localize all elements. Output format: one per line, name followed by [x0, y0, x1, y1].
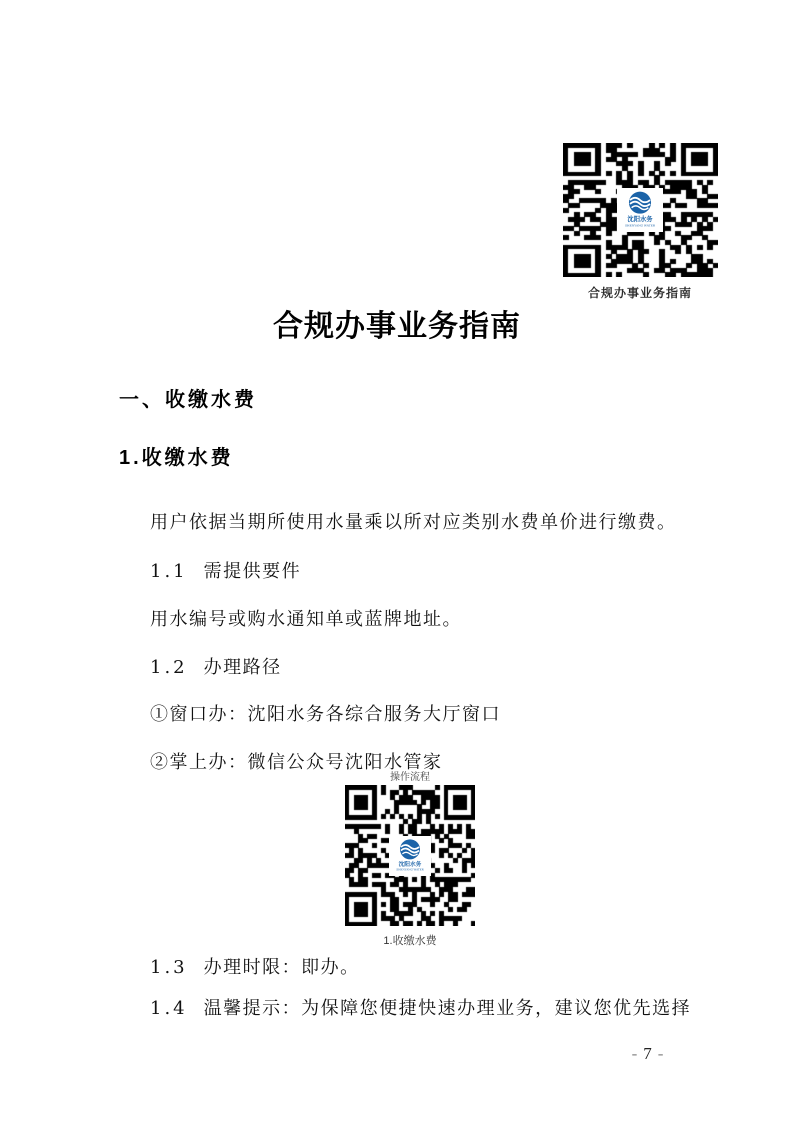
logo-text-en: SHENYANG WATER	[625, 223, 655, 228]
item-number: 1.1	[150, 561, 188, 582]
subsection-heading: 1.收缴水费	[119, 447, 234, 469]
page-title: 合规办事业务指南	[273, 310, 521, 343]
page-number-value: 7	[643, 1044, 652, 1063]
item-number: 1.2	[150, 657, 188, 678]
paragraph-path-option-2: ②掌上办：微信公众号沈阳水管家	[150, 752, 443, 773]
paragraph-requirement: 用水编号或购水通知单或蓝牌地址。	[150, 609, 462, 630]
item-number: 1.4	[150, 998, 188, 1019]
item-path-label	[150, 653, 282, 679]
item-text: 温馨提示：为保障您便捷快速办理业务，建议您优先选择	[203, 998, 692, 1019]
section-heading: 一、收缴水费	[119, 389, 257, 411]
qr-code-process	[345, 785, 475, 926]
qr-caption-process-top: 操作流程	[390, 772, 430, 783]
qr-caption-process-bottom: 1.收缴水费	[383, 935, 437, 947]
shenyang-water-logo	[389, 836, 431, 876]
qr-block-guide	[560, 143, 720, 301]
item-tips	[150, 994, 691, 1020]
shenyang-water-logo	[617, 188, 663, 232]
item-requirement-label	[150, 557, 301, 583]
item-text: 办理时限：即办。	[203, 957, 360, 978]
item-number: 1.3	[150, 957, 188, 978]
logo-text-cn: 沈阳水务	[398, 861, 422, 868]
logo-text-en: SHENYANG WATER	[396, 868, 424, 872]
logo-text-cn: 沈阳水务	[627, 216, 653, 224]
page-number-dash: -	[631, 1044, 638, 1063]
qr-caption-guide: 合规办事业务指南	[587, 286, 692, 300]
page-number-dash: -	[657, 1044, 664, 1063]
paragraph-intro: 用户依据当期所使用水量乘以所对应类别水费单价进行缴费。	[150, 512, 677, 533]
qr-block-process	[340, 771, 480, 949]
item-text: 需提供要件	[203, 561, 302, 582]
qr-code-guide	[563, 143, 718, 277]
page-number	[600, 1044, 695, 1064]
item-time-limit	[150, 953, 360, 979]
item-text: 办理路径	[203, 657, 282, 678]
paragraph-path-option-1: ①窗口办：沈阳水务各综合服务大厅窗口	[150, 704, 501, 725]
